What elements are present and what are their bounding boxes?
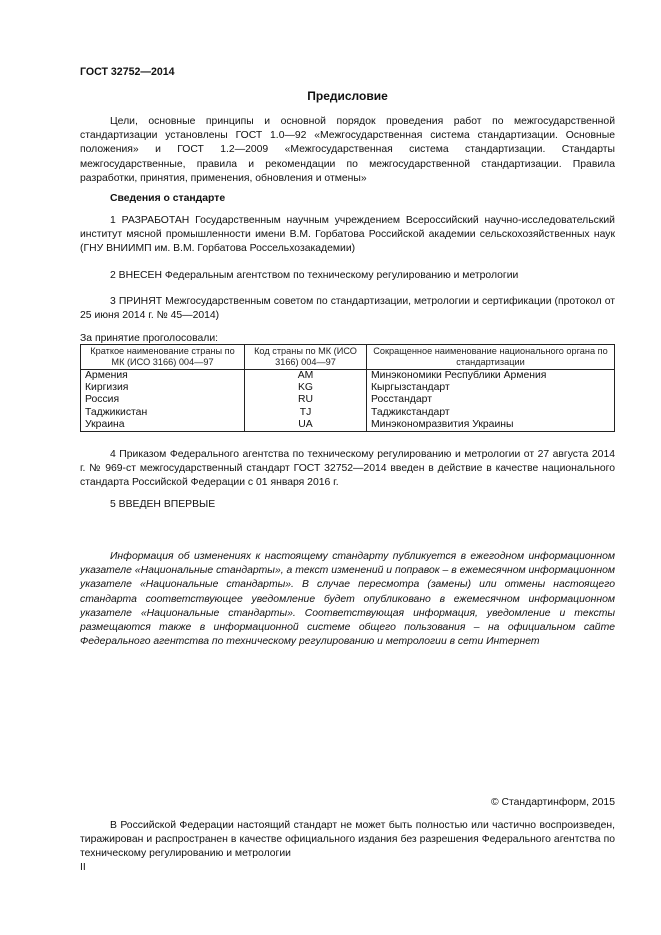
table-row (81, 407, 615, 419)
table-row (81, 419, 615, 432)
table-row (81, 370, 615, 383)
page-number: II (80, 862, 86, 873)
code-cell: UA (245, 419, 367, 432)
code-cell: KG (245, 382, 367, 394)
votes-header-code: Код страны по МК (ИСО 3166) 004—97 (245, 345, 367, 370)
item-developed: 1 РАЗРАБОТАН Государственным научным учреждением Всероссийский научно-исследовательский институт мясной промышленности имени В.М. Горбатова Российской академии сельскохозяйственных наук (ГНУ ВНИИМП им. В.М. Горбатова Россельхозакадемии) (80, 215, 615, 255)
code-cell: AM (245, 370, 367, 383)
votes-caption: За принятие проголосовали: (80, 333, 219, 344)
item-first-introduced: 5 ВВЕДЕН ВПЕРВЫЕ (110, 499, 216, 510)
copyright-line: © Стандартинформ, 2015 (490, 797, 615, 808)
country-cell: Таджикистан (81, 407, 245, 419)
page-title: Предисловие (307, 89, 388, 103)
table-row (81, 394, 615, 406)
body-cell: Минэкономики Республики Армения (367, 370, 615, 383)
item-adopted: 3 ПРИНЯТ Межгосударственным советом по стандартизации, метрологии и сертификации (протокол от 25 июня 2014 г. № 45—2014) (80, 296, 615, 322)
item-order: 4 Приказом Федерального агентства по техническому регулированию и метрологии от 27 августа 2014 г. № 969-ст межгосударственный стандарт ГОСТ 32752—2014 введен в действие в качестве национального стандарта Российской Федерации с 01 января 2016 г. (80, 449, 615, 489)
rights-paragraph: В Российской Федерации настоящий стандарт не может быть полностью или частично воспроизведен, тиражирован и распространен в качестве официального издания без разрешения Федерального агентства по техническому регулированию и метрологии (80, 820, 615, 860)
code-cell: TJ (245, 407, 367, 419)
votes-header-body: Сокращенное наименование национального органа по стандартизации (367, 345, 615, 370)
item-introduced: 2 ВНЕСЕН Федеральным агентством по техническому регулированию и метрологии (110, 270, 519, 281)
votes-table-header-row (81, 345, 615, 370)
body-cell: Минэкономразвития Украины (367, 419, 615, 432)
standard-code-header: ГОСТ 32752—2014 (80, 66, 175, 78)
body-cell: Кыргызстандарт (367, 382, 615, 394)
country-cell: Россия (81, 394, 245, 406)
intro-paragraph: Цели, основные принципы и основной порядок проведения работ по межгосударственной стандартизации установлены ГОСТ 1.0—92 «Межгосударственная система стандартизации. Основные положения» и ГОСТ 1.2—2009 «Межгосударственная система стандартизации. Стандарты межгосударственные, правила и рекомендации по межгосударственной стандартизации. Правила разработки, принятия, применения, обновления и отмены» (80, 116, 615, 184)
votes-header-country: Краткое наименование страны по МК (ИСО 3166) 004—97 (81, 345, 245, 370)
code-cell: RU (245, 394, 367, 406)
country-cell: Украина (81, 419, 245, 432)
table-row (81, 382, 615, 394)
country-cell: Армения (81, 370, 245, 383)
votes-table (80, 344, 615, 432)
body-cell: Таджикстандарт (367, 407, 615, 419)
body-cell: Росстандарт (367, 394, 615, 406)
changes-info-paragraph: Информация об изменениях к настоящему стандарту публикуется в ежегодном информационном указателе «Национальные стандарты», а текст изменений и поправок – в ежемесячном информационном указателе «Национальные стандарты». В случае пересмотра (замены) или отмены настоящего стандарта соответствующее уведомление будет опубликовано в ежемесячном информационном указателе «Национальные стандарты». Соответствующая информация, уведомление и тексты размещаются также в информационной системе общего пользования – на официальном сайте Федерального агентства по техническому регулированию и метрологии в сети Интернет (80, 551, 615, 648)
info-heading: Сведения о стандарте (110, 193, 226, 204)
country-cell: Киргизия (81, 382, 245, 394)
